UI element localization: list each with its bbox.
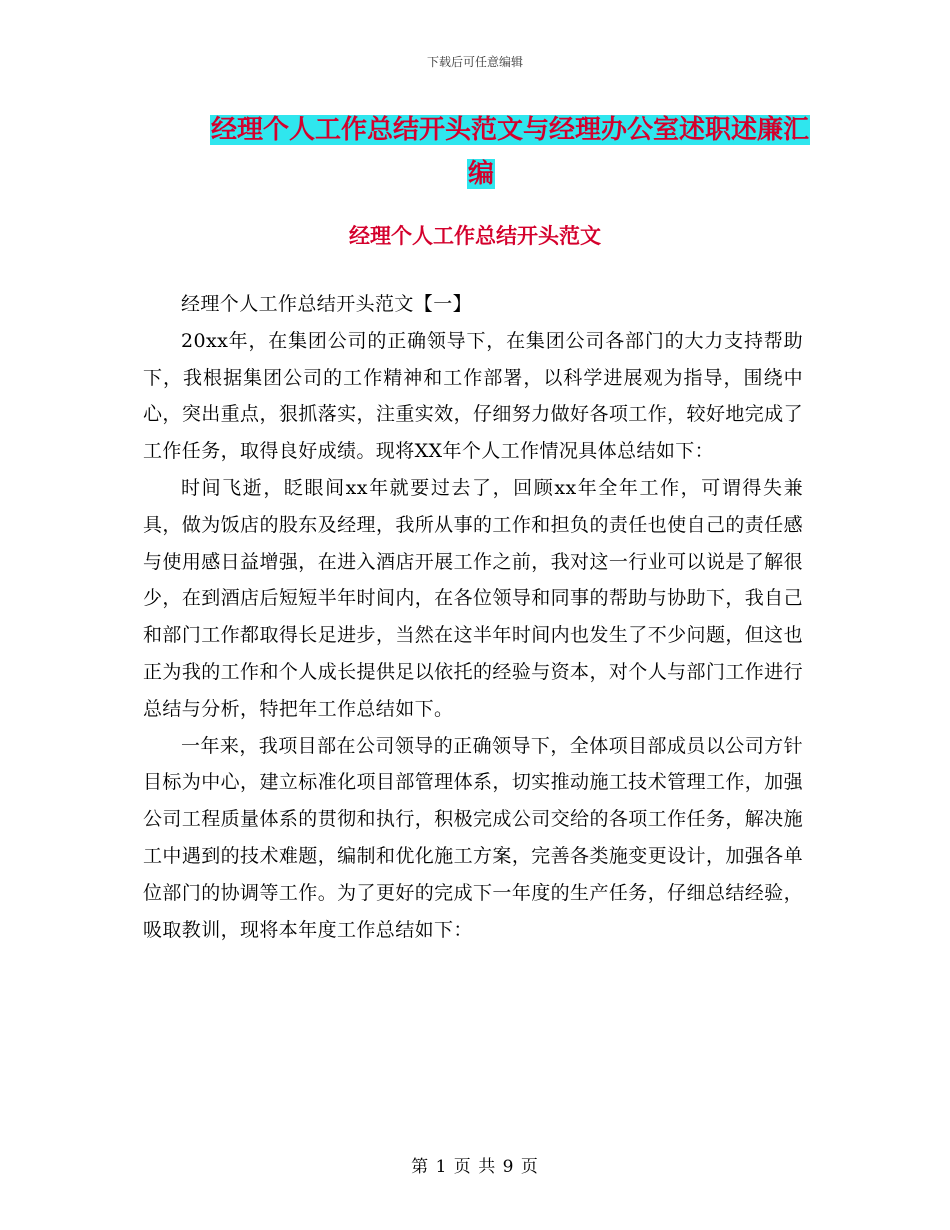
- paragraph: 20xx年，在集团公司的正确领导下，在集团公司各部门的大力支持帮助下，我根据集团公司的工作精神和工作部署，以科学进展观为指导，围绕中心，突出重点，狠抓落实，注重实效，仔细努力做好各项工作，较好地完成了工作任务，取得良好成绩。现将XX年个人工作情况具体总结如下：: [143, 329, 803, 463]
- document-title: [140, 108, 810, 196]
- title-highlight: 经理个人工作总结开头范文与经理办公室述职述廉汇: [210, 115, 809, 145]
- paragraph: 时间飞逝，眨眼间xx年就要过去了，回顾xx年全年工作，可谓得失兼具，做为饭店的股东及经理，我所从事的工作和担负的责任也使自己的责任感与使用感日益增强，在进入酒店开展工作之前，我对这一行业可以说是了解很少，在到酒店后短短半年时间内，在各位领导和同事的帮助与协助下，我自己和部门工作都取得长足进步，当然在这半年时间内也发生了不少问题，但这也正为我的工作和个人成长提供足以依托的经验与资本，对个人与部门工作进行总结与分析，特把年工作总结如下。: [143, 476, 803, 720]
- document-title-line2: [140, 152, 810, 196]
- paragraph-subheading: 经理个人工作总结开头范文【一】: [181, 293, 473, 315]
- document-body: [143, 286, 803, 948]
- paragraph: 一年来，我项目部在公司领导的正确领导下，全体项目部成员以公司方针目标为中心，建立标准化项目部管理体系，切实推动施工技术管理工作，加强公司工程质量体系的贯彻和执行，积极完成公司交给的各项工作任务，解决施工中遇到的技术难题，编制和优化施工方案，完善各类施变更设计，加强各单位部门的协调等工作。为了更好的完成下一年度的生产任务，仔细总结经验，吸取教训，现将本年度工作总结如下：: [143, 734, 803, 941]
- page-number: 第 1 页 共 9 页: [411, 1157, 539, 1177]
- title-highlight: 编: [467, 159, 494, 189]
- document-title-line1: [140, 108, 810, 152]
- header-note: 下载后可任意编辑: [426, 55, 523, 69]
- section-title: 经理个人工作总结开头范文: [349, 224, 601, 248]
